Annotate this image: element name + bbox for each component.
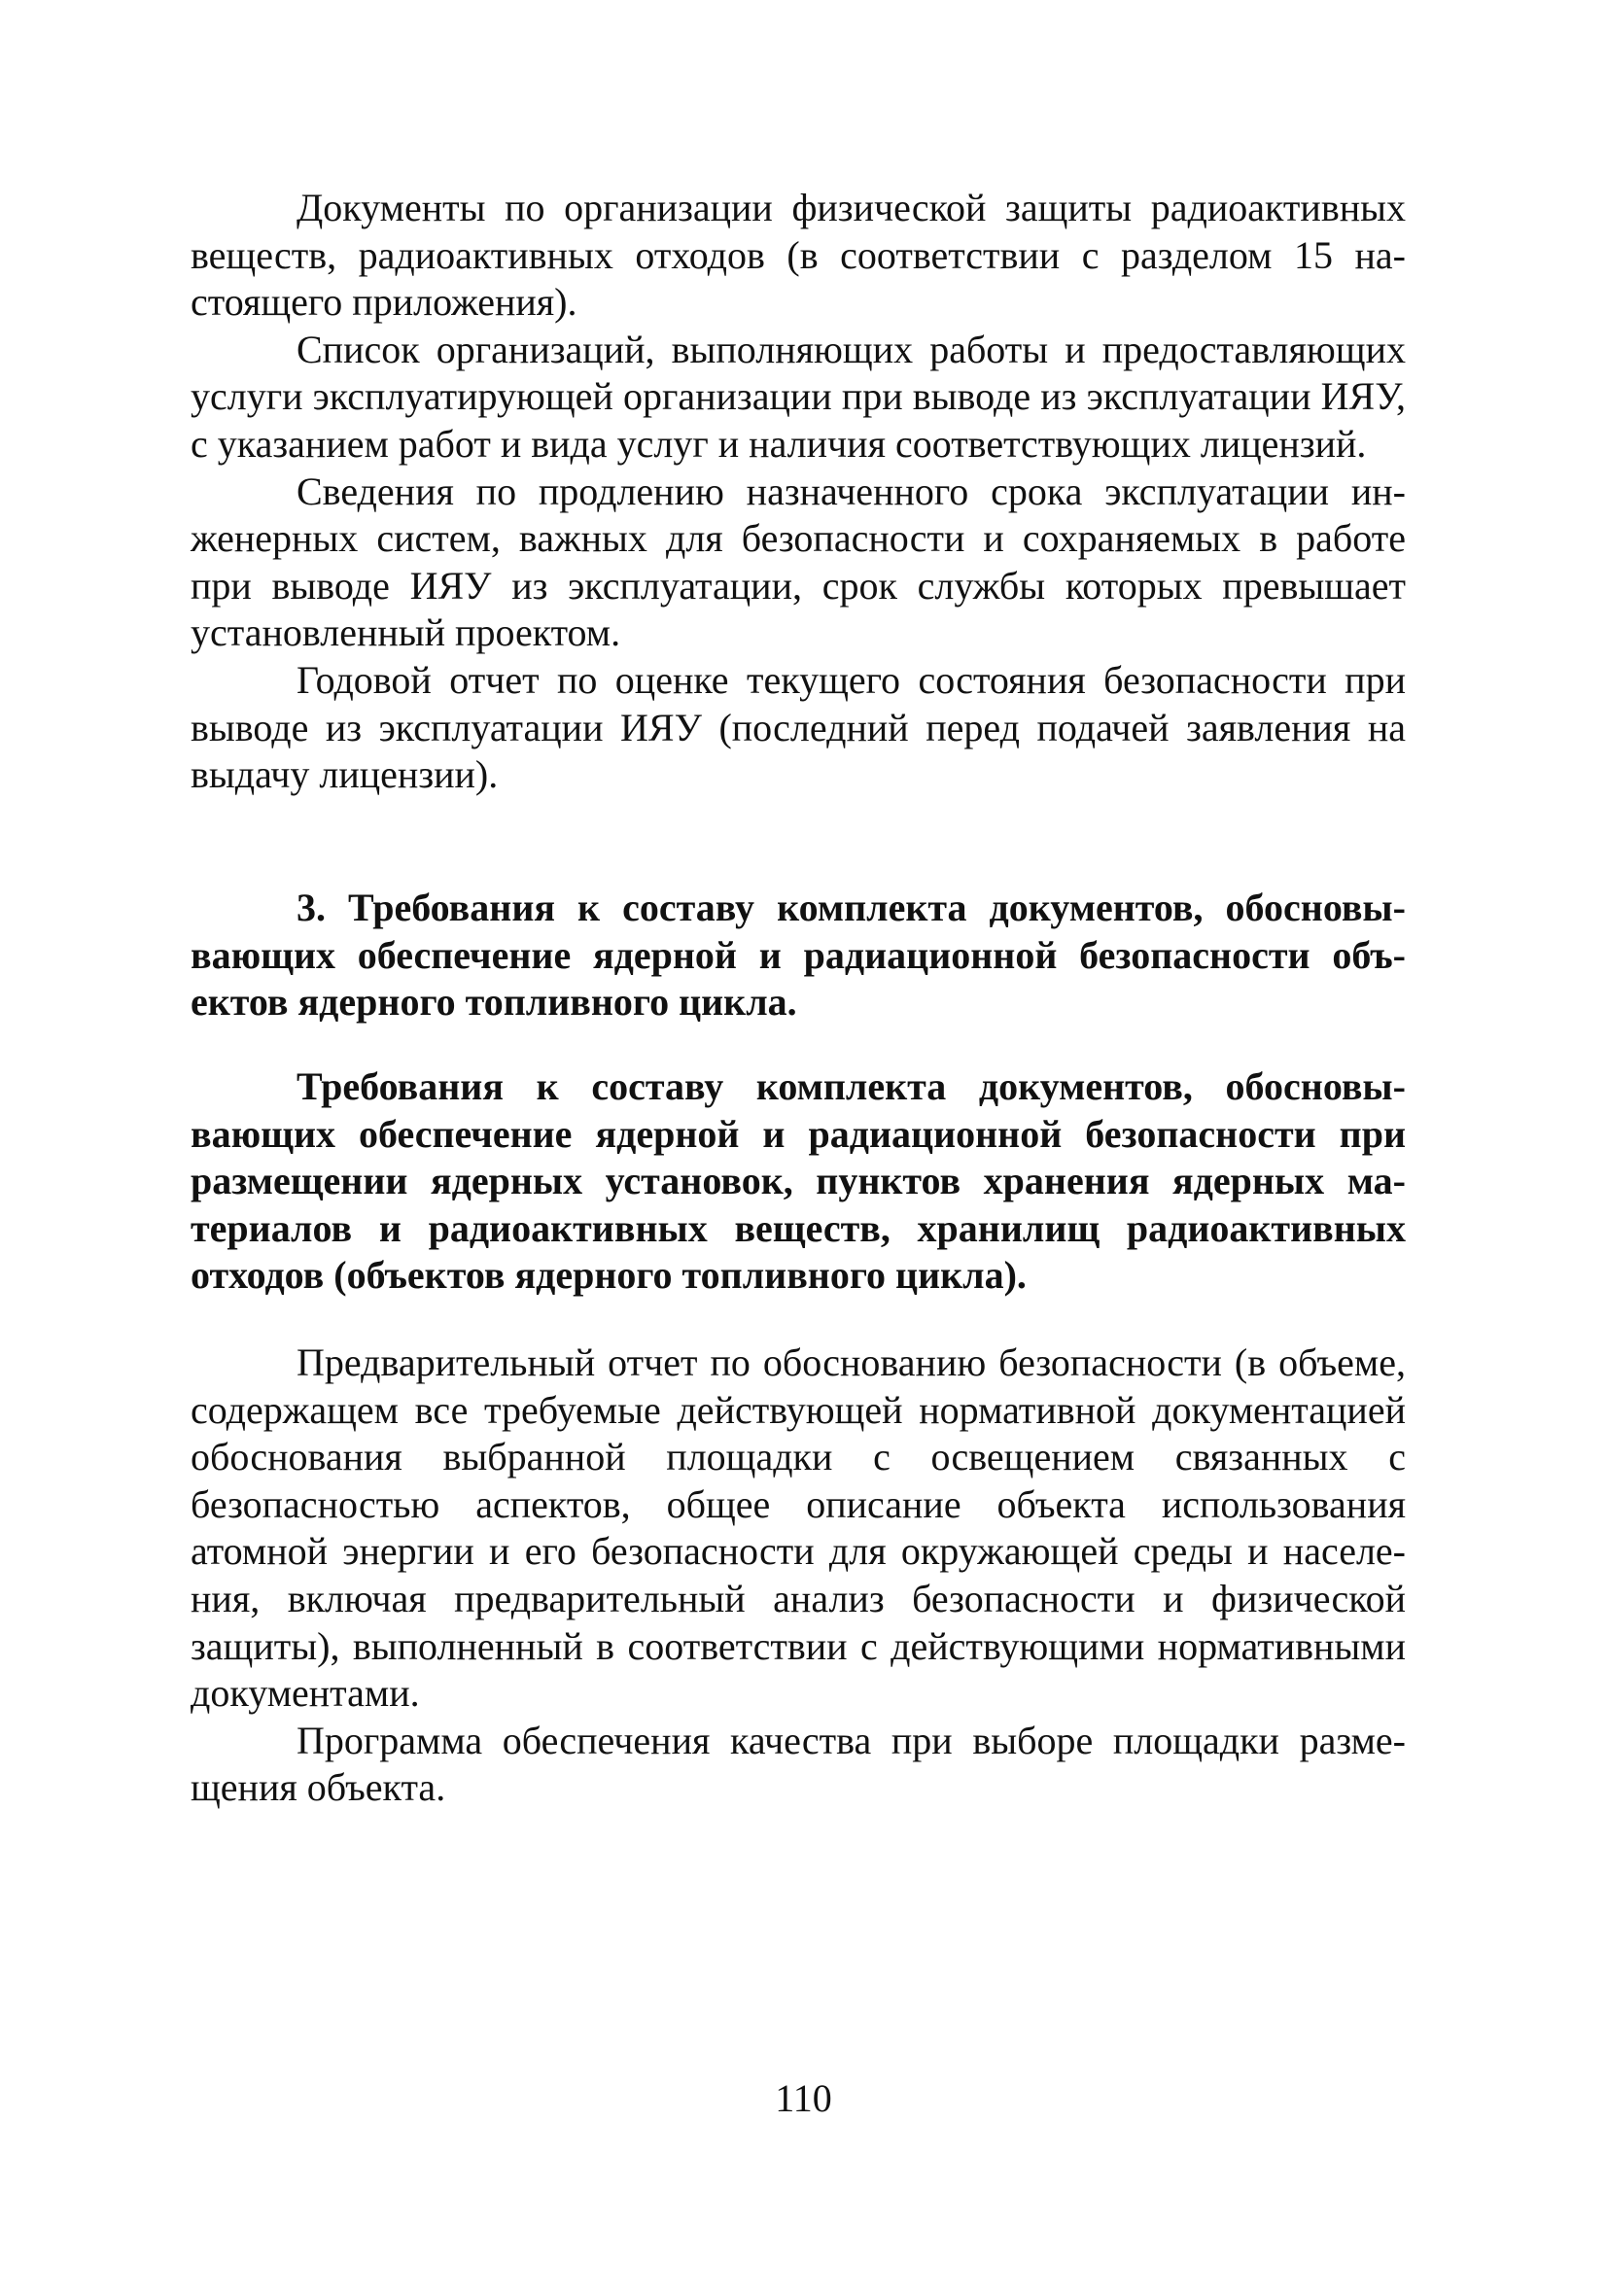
paragraph-preliminary-safety-report: Предварительный отчет по обоснованию безопасности (в объеме, содержащем все требуемые действующей нормативной документацией обоснования выбранной площадки с освещением связанных с безопасностью аспектов, общее описание объекта использования атомной энергии и его безопасности для окружающей среды и населения, включая предварительный анализ безопасности и физической защиты), выполненный в соответствии с действующими нормативными документами. [191, 1340, 1406, 1716]
page-number: 110 [775, 2076, 832, 2120]
bottom-paragraphs [191, 1339, 1406, 1812]
subsection-heading-block [191, 1063, 1406, 1300]
section-heading: 3. Требования к составу комплекта документов, обосновывающих обеспечение ядерной и радиационной безопасности объектов ядерного топливного цикла. [191, 886, 1406, 1025]
subsection-heading: Требования к составу комплекта документов, обосновывающих обеспечение ядерной и радиационной безопасности при размещении ядерных установок, пунктов хранения ядерных материалов и радиоактивных веществ, хранилищ радиоактивных отходов (объектов ядерного топливного цикла). [191, 1064, 1406, 1298]
paragraph-quality-assurance-program: Программа обеспечения качества при выборе площадки размещения объекта. [191, 1718, 1406, 1810]
paragraph-physical-protection-docs: Документы по организации физической защиты радиоактивных веществ, радиоактивных отходов (в соответствии с разделом 15 настоящего приложения). [191, 186, 1406, 325]
paragraph-annual-safety-report: Годовой отчет по оценке текущего состояния безопасности при выводе из эксплуатации ИЯУ (последний перед подачей заявления на выдачу лицензии). [191, 657, 1406, 797]
top-paragraphs [191, 185, 1406, 799]
paragraph-service-life-extension: Сведения по продлению назначенного срока эксплуатации инженерных систем, важных для безопасности и сохраняемых в работе при выводе ИЯУ из эксплуатации, срок службы которых превышает установленный проектом. [191, 469, 1406, 655]
paragraph-contractor-list: Список организаций, выполняющих работы и предоставляющих услуги эксплуатирующей организации при выводе из эксплуатации ИЯУ, с указанием работ и вида услуг и наличия соответствующих лицензий. [191, 327, 1406, 466]
section-3-heading-block [191, 885, 1406, 1026]
